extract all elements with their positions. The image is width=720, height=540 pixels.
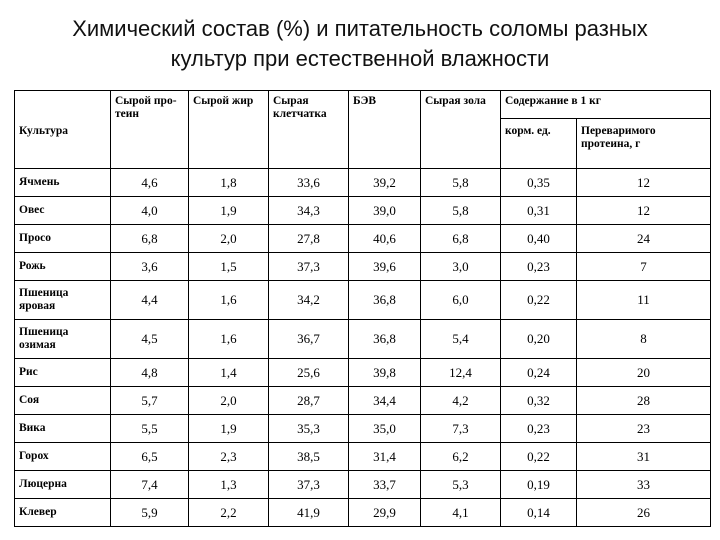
cell-fat: 1,8 bbox=[189, 169, 269, 197]
cell-culture: Пшеница яровая bbox=[15, 281, 111, 320]
cell-fiber: 37,3 bbox=[269, 471, 349, 499]
header-fat: Сырой жир bbox=[189, 91, 269, 169]
cell-fat: 2,2 bbox=[189, 499, 269, 527]
cell-fiber: 34,2 bbox=[269, 281, 349, 320]
cell-protein: 7,4 bbox=[111, 471, 189, 499]
title-line-2: культур при естественной влажности bbox=[170, 46, 550, 71]
cell-protein: 6,5 bbox=[111, 443, 189, 471]
cell-fat: 2,3 bbox=[189, 443, 269, 471]
table-row bbox=[15, 253, 711, 281]
table-row bbox=[15, 499, 711, 527]
cell-culture: Овес bbox=[15, 197, 111, 225]
cell-fiber: 28,7 bbox=[269, 387, 349, 415]
cell-bev: 36,8 bbox=[349, 281, 421, 320]
cell-bev: 36,8 bbox=[349, 320, 421, 359]
cell-protein: 4,6 bbox=[111, 169, 189, 197]
cell-digestible-protein: 23 bbox=[577, 415, 711, 443]
cell-feed-units: 0,20 bbox=[501, 320, 577, 359]
cell-protein: 5,9 bbox=[111, 499, 189, 527]
cell-bev: 33,7 bbox=[349, 471, 421, 499]
table-row bbox=[15, 387, 711, 415]
cell-bev: 35,0 bbox=[349, 415, 421, 443]
cell-protein: 4,5 bbox=[111, 320, 189, 359]
cell-culture: Соя bbox=[15, 387, 111, 415]
cell-ash: 6,0 bbox=[421, 281, 501, 320]
cell-culture: Вика bbox=[15, 415, 111, 443]
cell-culture: Клевер bbox=[15, 499, 111, 527]
cell-culture: Горох bbox=[15, 443, 111, 471]
cell-feed-units: 0,23 bbox=[501, 253, 577, 281]
cell-fat: 1,6 bbox=[189, 320, 269, 359]
table-row bbox=[15, 197, 711, 225]
table-row bbox=[15, 359, 711, 387]
cell-bev: 39,2 bbox=[349, 169, 421, 197]
header-digestible-protein: Переваримого протеина, г bbox=[577, 119, 711, 169]
cell-fiber: 37,3 bbox=[269, 253, 349, 281]
cell-bev: 29,9 bbox=[349, 499, 421, 527]
cell-feed-units: 0,14 bbox=[501, 499, 577, 527]
header-ash: Сырая зола bbox=[421, 91, 501, 169]
cell-ash: 5,3 bbox=[421, 471, 501, 499]
cell-bev: 39,8 bbox=[349, 359, 421, 387]
cell-digestible-protein: 12 bbox=[577, 169, 711, 197]
cell-feed-units: 0,23 bbox=[501, 415, 577, 443]
cell-protein: 4,4 bbox=[111, 281, 189, 320]
cell-protein: 6,8 bbox=[111, 225, 189, 253]
cell-feed-units: 0,22 bbox=[501, 281, 577, 320]
cell-digestible-protein: 31 bbox=[577, 443, 711, 471]
cell-feed-units: 0,22 bbox=[501, 443, 577, 471]
table-row bbox=[15, 281, 711, 320]
slide-title bbox=[0, 14, 720, 74]
cell-fiber: 33,6 bbox=[269, 169, 349, 197]
header-content: Содержание в 1 кг bbox=[501, 91, 711, 119]
cell-culture: Пшеница озимая bbox=[15, 320, 111, 359]
cell-fiber: 41,9 bbox=[269, 499, 349, 527]
cell-ash: 4,1 bbox=[421, 499, 501, 527]
cell-feed-units: 0,19 bbox=[501, 471, 577, 499]
cell-ash: 5,4 bbox=[421, 320, 501, 359]
cell-feed-units: 0,32 bbox=[501, 387, 577, 415]
table-row bbox=[15, 471, 711, 499]
cell-fat: 1,9 bbox=[189, 415, 269, 443]
cell-ash: 5,8 bbox=[421, 197, 501, 225]
cell-culture: Рис bbox=[15, 359, 111, 387]
cell-protein: 5,7 bbox=[111, 387, 189, 415]
header-protein: Сырой про- теин bbox=[111, 91, 189, 169]
cell-ash: 3,0 bbox=[421, 253, 501, 281]
header-fiber: Сырая клетчатка bbox=[269, 91, 349, 169]
cell-digestible-protein: 12 bbox=[577, 197, 711, 225]
table-row bbox=[15, 225, 711, 253]
cell-feed-units: 0,24 bbox=[501, 359, 577, 387]
cell-digestible-protein: 33 bbox=[577, 471, 711, 499]
cell-bev: 31,4 bbox=[349, 443, 421, 471]
table-row bbox=[15, 415, 711, 443]
cell-digestible-protein: 28 bbox=[577, 387, 711, 415]
cell-protein: 5,5 bbox=[111, 415, 189, 443]
header-bev: БЭВ bbox=[349, 91, 421, 169]
cell-fiber: 38,5 bbox=[269, 443, 349, 471]
cell-bev: 34,4 bbox=[349, 387, 421, 415]
cell-bev: 40,6 bbox=[349, 225, 421, 253]
table-row bbox=[15, 443, 711, 471]
table-body bbox=[15, 169, 711, 527]
cell-bev: 39,6 bbox=[349, 253, 421, 281]
cell-digestible-protein: 26 bbox=[577, 499, 711, 527]
cell-digestible-protein: 8 bbox=[577, 320, 711, 359]
cell-culture: Люцерна bbox=[15, 471, 111, 499]
table-row bbox=[15, 320, 711, 359]
cell-fat: 1,5 bbox=[189, 253, 269, 281]
cell-digestible-protein: 20 bbox=[577, 359, 711, 387]
cell-digestible-protein: 11 bbox=[577, 281, 711, 320]
cell-ash: 6,8 bbox=[421, 225, 501, 253]
cell-ash: 4,2 bbox=[421, 387, 501, 415]
cell-fiber: 35,3 bbox=[269, 415, 349, 443]
cell-feed-units: 0,31 bbox=[501, 197, 577, 225]
cell-fat: 2,0 bbox=[189, 387, 269, 415]
cell-fat: 1,4 bbox=[189, 359, 269, 387]
cell-protein: 4,0 bbox=[111, 197, 189, 225]
cell-fiber: 27,8 bbox=[269, 225, 349, 253]
cell-fat: 1,9 bbox=[189, 197, 269, 225]
cell-culture: Просо bbox=[15, 225, 111, 253]
header-row-1 bbox=[15, 91, 711, 119]
cell-feed-units: 0,35 bbox=[501, 169, 577, 197]
cell-ash: 12,4 bbox=[421, 359, 501, 387]
cell-culture: Рожь bbox=[15, 253, 111, 281]
cell-protein: 3,6 bbox=[111, 253, 189, 281]
cell-digestible-protein: 7 bbox=[577, 253, 711, 281]
cell-fiber: 36,7 bbox=[269, 320, 349, 359]
cell-feed-units: 0,40 bbox=[501, 225, 577, 253]
cell-bev: 39,0 bbox=[349, 197, 421, 225]
cell-fiber: 25,6 bbox=[269, 359, 349, 387]
title-line-1: Химический состав (%) и питательность соломы разных bbox=[72, 16, 648, 41]
header-culture: Культура bbox=[15, 91, 111, 169]
cell-ash: 5,8 bbox=[421, 169, 501, 197]
cell-ash: 7,3 bbox=[421, 415, 501, 443]
cell-digestible-protein: 24 bbox=[577, 225, 711, 253]
header-feed-units: корм. ед. bbox=[501, 119, 577, 169]
cell-protein: 4,8 bbox=[111, 359, 189, 387]
cell-fat: 1,3 bbox=[189, 471, 269, 499]
straw-composition-table bbox=[14, 90, 711, 527]
table-row bbox=[15, 169, 711, 197]
cell-culture: Ячмень bbox=[15, 169, 111, 197]
cell-fat: 2,0 bbox=[189, 225, 269, 253]
cell-fat: 1,6 bbox=[189, 281, 269, 320]
cell-ash: 6,2 bbox=[421, 443, 501, 471]
cell-fiber: 34,3 bbox=[269, 197, 349, 225]
